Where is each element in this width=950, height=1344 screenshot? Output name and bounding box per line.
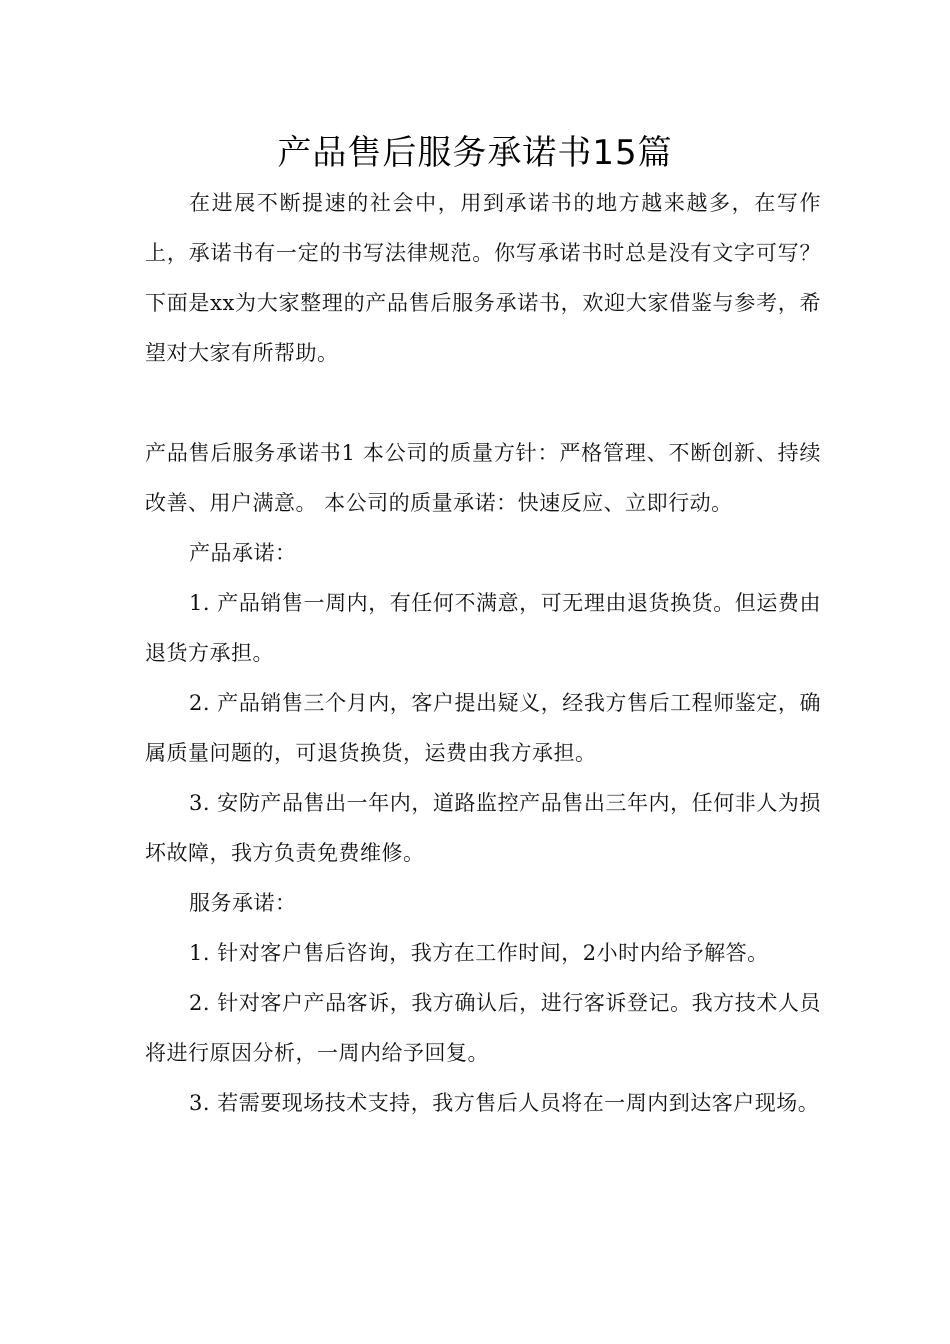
paragraph-spacer: [145, 378, 821, 428]
product-item-3: 3. 安防产品售出一年内，道路监控产品售出三年内，任何非人为损坏故障，我方负责免费维修。: [145, 791, 821, 865]
section1-paragraph: [145, 428, 821, 528]
document-title: 产品售后服务承诺书15篇: [277, 133, 673, 173]
document-body: [145, 178, 821, 1128]
service-item-2: 2. 针对客户产品客诉，我方确认后，进行客诉登记。我方技术人员将进行原因分析，一周内给予回复。: [145, 991, 821, 1065]
service-item-3: 3. 若需要现场技术支持，我方售后人员将在一周内到达客户现场。: [189, 1091, 820, 1115]
product-item-2: 2. 产品销售三个月内，客户提出疑义，经我方售后工程师鉴定，确属质量问题的，可退货换货，运费由我方承担。: [145, 691, 821, 765]
section1-heading: 产品售后服务承诺书1: [145, 441, 356, 465]
section1-spacer: [355, 441, 363, 465]
product-item-1: 1. 产品销售一周内，有任何不满意，可无理由退货换货。但运费由退货方承担。: [145, 591, 821, 665]
section1-lead: 本公司的质量方针：严格管理、不断创新、持续改善、用户满意。 本公司的质量承诺：快速反应、立即行动。: [145, 441, 821, 515]
service-item-1: 1. 针对客户售后咨询，我方在工作时间，2小时内给予解答。: [189, 941, 769, 965]
product-promise-label: 产品承诺：: [189, 541, 297, 565]
intro-paragraph: 在进展不断提速的社会中，用到承诺书的地方越来越多，在写作上，承诺书有一定的书写法律规范。你写承诺书时总是没有文字可写？下面是xx为大家整理的产品售后服务承诺书，欢迎大家借鉴与参考，希望对大家有所帮助。: [145, 191, 821, 365]
service-promise-label: 服务承诺：: [189, 891, 297, 915]
